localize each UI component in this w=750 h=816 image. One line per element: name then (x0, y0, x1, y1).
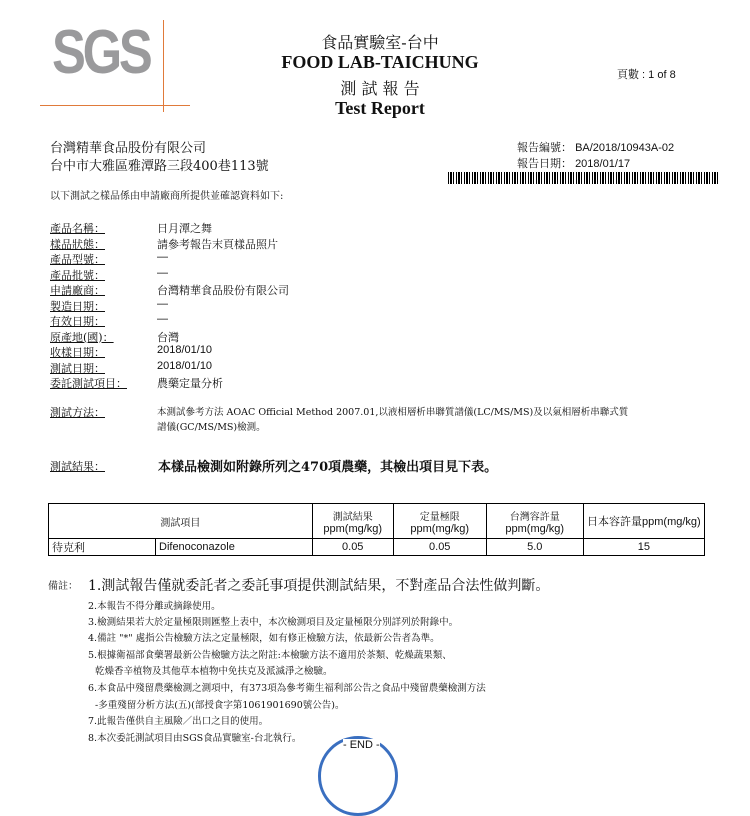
field-value: — (157, 251, 168, 263)
note-item: 5.根據衛福部食藥署最新公告檢驗方法之附註:本檢驗方法不適用於茶類、乾燥蔬果類、 (88, 650, 452, 661)
note-item: 2.本報告不得分離或摘錄使用。 (88, 601, 221, 612)
header-test-item: 測試項目 (49, 504, 313, 539)
intro-text: 以下測試之樣品係由申請廠商所提供並確認資料如下: (50, 191, 284, 202)
header-label: 台灣容許量 (509, 511, 560, 523)
header-unit: ppm(mg/kg) (323, 522, 383, 535)
report-number-value: BA/2018/10943A-02 (575, 142, 675, 154)
header-label: 定量極限 (419, 511, 460, 523)
logo-line (40, 105, 190, 106)
report-date (517, 155, 630, 171)
lab-name-en: FOOD LAB-TAICHUNG (281, 52, 479, 72)
end-marker: - END - (343, 739, 380, 751)
field-value: 請參考報告末頁樣品照片 (157, 238, 278, 251)
cell-name-en: Difenoconazole (156, 539, 313, 556)
lab-name-zh: 食品實驗室-台中 (321, 33, 439, 52)
field-label: 產品名稱： (50, 222, 105, 235)
method-line1: 本測試參考方法 AOAC Official Method 2007.01,以液相層析串聯質譜儀(LC/MS/MS)及以氣相層析串聯式質 (157, 407, 629, 418)
client-address: 台中市大雅區雅潭路三段400巷113號 (50, 159, 269, 174)
table-header-row (49, 504, 705, 539)
field-value: — (157, 313, 168, 325)
page-label: 頁數 (617, 68, 639, 81)
field-value: 農藥定量分析 (157, 378, 223, 390)
cell-taiwan-mrl: 5.0 (486, 539, 583, 556)
result-label: 測試結果： (50, 460, 105, 473)
report-date-value: 2018/01/17 (575, 158, 631, 170)
field-label: 產品批號： (50, 268, 105, 282)
field-label: 測試日期： (50, 361, 105, 375)
method-line2: 譜儀(GC/MS/MS)檢測。 (157, 422, 266, 433)
field-value: 台灣精華食品股份有限公司 (157, 285, 289, 297)
field-label: 產品型號： (50, 253, 105, 266)
field-label: 樣品狀態： (50, 237, 105, 251)
field-value: 台灣 (157, 331, 179, 344)
method-label: 測試方法： (50, 406, 105, 419)
field-label: 委託測試項目： (50, 377, 127, 390)
header-unit: ppm(mg/kg) (410, 522, 470, 535)
note-item: 6.本食品中殘留農藥檢測之測項中，有373項為參考衛生福利部公告之食品中殘留農藥檢測方法 (88, 683, 486, 694)
field-label: 收樣日期： (50, 346, 105, 359)
field-value: — (157, 266, 168, 279)
header-loq (393, 504, 486, 539)
table-row (49, 539, 705, 556)
header-taiwan-mrl (486, 504, 583, 539)
cell-japan-mrl: 15 (583, 539, 704, 556)
report-date-label: 報告日期： (517, 157, 572, 170)
notes-prefix: 備註： (48, 581, 78, 592)
field-label: 製造日期： (50, 299, 105, 313)
header-unit: ppm(mg/kg) (505, 522, 565, 535)
client-name: 台灣精華食品股份有限公司 (50, 141, 207, 156)
note-item: 乾燥香辛植物及其他草本植物中免扶克及派滅淨之檢驗。 (95, 666, 333, 677)
logo-line (163, 20, 164, 112)
field-value: 2018/01/10 (157, 344, 213, 356)
note-item: 7.此報告僅供自主風險／出口之目的使用。 (88, 716, 269, 727)
page-number: 頁數 : 1 of 8 (617, 68, 676, 81)
header-japan-mrl: 日本容許量ppm(mg/kg) (583, 504, 704, 539)
note-item: 4.備註 "*" 處指公告檢驗方法之定量極限，如有修正檢驗方法，依最新公告者為準。 (88, 633, 440, 644)
result-text: 本樣品檢測如附錄所列之470項農藥，其檢出項目見下表。 (158, 460, 498, 475)
report-number-label: 報告編號： (517, 141, 572, 154)
field-value: — (157, 297, 168, 310)
note-item: 1.測試報告僅就委託者之委託事項提供測試結果，不對產品合法性做判斷。 (88, 578, 550, 594)
results-table (48, 503, 705, 556)
note-item: -多重殘留分析方法(五)(部授食字第1061901690號公告)。 (95, 700, 345, 711)
title-zh: 測 試 報 告 (340, 79, 420, 98)
header-result (312, 504, 393, 539)
sgs-logo: SGS (52, 18, 150, 87)
page-value: 1 of 8 (648, 69, 676, 81)
field-label: 有效日期： (50, 315, 105, 328)
barcode (448, 172, 718, 184)
report-number (517, 139, 674, 155)
note-item: 8.本次委託測試項目由SGS食品實驗室-台北執行。 (88, 733, 302, 744)
note-item: 3.檢測結果若大於定量極限則匯整上表中，本次檢測項目及定量極限分別詳列於附錄中。 (88, 617, 459, 628)
field-label: 申請廠商： (50, 284, 105, 297)
cell-result: 0.05 (312, 539, 393, 556)
field-label: 原產地(國)： (50, 330, 114, 344)
field-value: 日月潭之舞 (157, 223, 212, 235)
header-label: 測試結果 (332, 511, 373, 523)
field-value: 2018/01/10 (157, 359, 213, 372)
title-en: Test Report (335, 98, 425, 118)
cell-loq: 0.05 (393, 539, 486, 556)
cell-name-zh: 待克利 (49, 539, 156, 556)
